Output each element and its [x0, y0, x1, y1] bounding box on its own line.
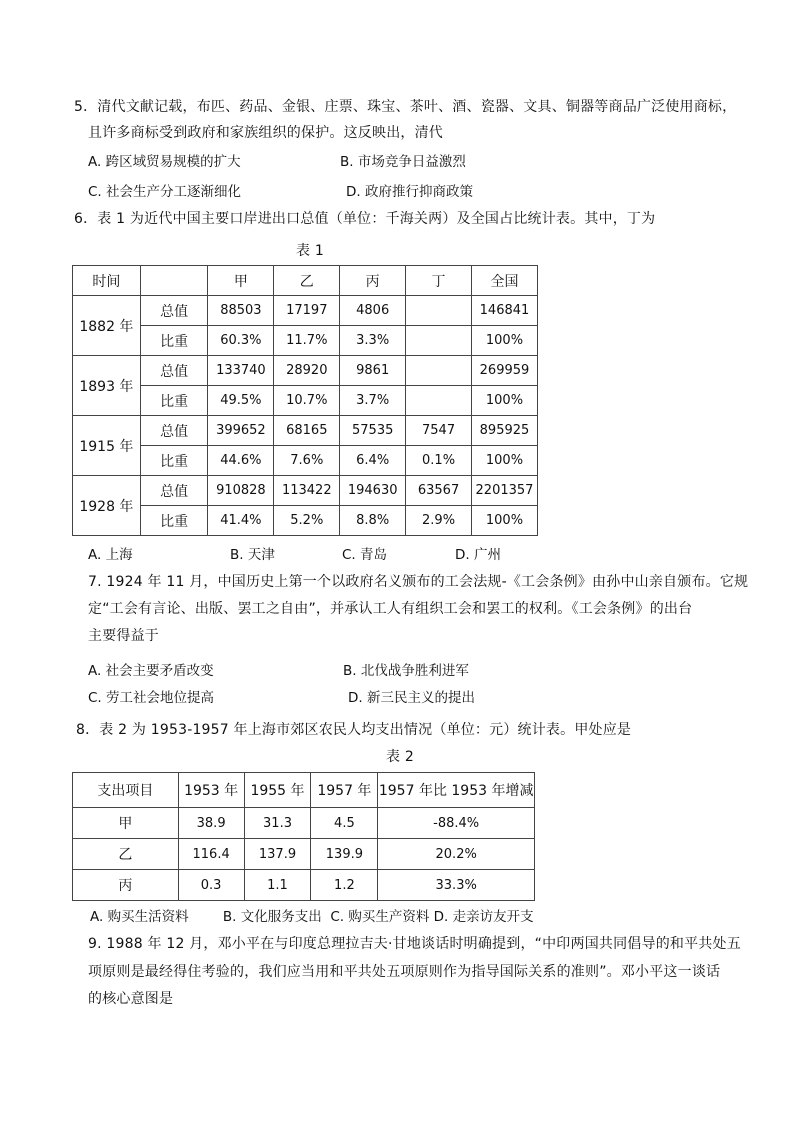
table2-title: 表 2	[386, 749, 414, 765]
table1-ratio-label: 比重	[140, 506, 208, 536]
table1-cell: 3.3%	[340, 326, 406, 356]
q6-option-a: A. 上海	[88, 547, 133, 563]
table1-header-time: 时间	[73, 266, 141, 296]
q6-option-d: D. 广州	[455, 547, 501, 563]
table1-cell: 0.1%	[406, 446, 472, 476]
table-row	[73, 506, 538, 536]
q5-option-a: A. 跨区域贸易规模的扩大	[88, 154, 241, 170]
table1-total-label: 总值	[140, 416, 208, 446]
table-row	[73, 446, 538, 476]
table1-cell	[406, 356, 472, 386]
q5-option-d: D. 政府推行抑商政策	[346, 184, 473, 200]
q7-option-c: C. 劳工社会地位提高	[88, 690, 215, 706]
table1-cell: 60.3%	[208, 326, 274, 356]
table2-cell: 1.1	[244, 870, 311, 901]
table1-cell	[406, 326, 472, 356]
table1-cell: 49.5%	[208, 386, 274, 416]
table1-ratio-label: 比重	[140, 386, 208, 416]
q9-stem-line2: 项原则是最经得住考验的，我们应当用和平共处五项原则作为指导国际关系的准则”。邓小平这一谈话	[88, 964, 721, 980]
table-row	[73, 326, 538, 356]
q5-option-c: C. 社会生产分工逐渐细化	[88, 184, 242, 200]
q7-stem-line3: 主要得益于	[88, 628, 159, 644]
table2-item: 乙	[73, 839, 179, 870]
table1-cell: 194630	[340, 476, 406, 506]
table1-header-row	[73, 266, 538, 296]
table1-cell	[406, 386, 472, 416]
table2-cell: 20.2%	[378, 839, 535, 870]
table-row	[73, 296, 538, 326]
table2-cell: 0.3	[178, 870, 244, 901]
table1-cell: 11.7%	[274, 326, 340, 356]
q8-options: A. 购买生活资料 B. 文化服务支出 C. 购买生产资料 D. 走亲访友开支	[90, 909, 534, 925]
table1-cell	[406, 296, 472, 326]
table1-header-jia: 甲	[208, 266, 274, 296]
table1-cell: 269959	[471, 356, 537, 386]
table2-header-item: 支出项目	[73, 773, 179, 808]
table1-header-blank	[140, 266, 208, 296]
table1-year: 1882 年	[73, 296, 141, 356]
table-row	[73, 356, 538, 386]
table1-header-ding: 丁	[406, 266, 472, 296]
table1-ratio-label: 比重	[140, 326, 208, 356]
table1-cell: 9861	[340, 356, 406, 386]
q5-stem-line2: 且许多商标受到政府和家族组织的保护。这反映出，清代	[88, 125, 443, 141]
table2-cell: 38.9	[178, 808, 244, 839]
table1-total-label: 总值	[140, 296, 208, 326]
q8-stem: 8．表 2 为 1953-1957 年上海市郊区农民人均支出情况（单位：元）统计表。甲处应是	[76, 722, 632, 738]
table1	[72, 265, 538, 536]
table2-cell: 1.2	[311, 870, 378, 901]
table-row	[73, 386, 538, 416]
table1-cell: 7547	[406, 416, 472, 446]
q5-option-b: B. 市场竞争日益激烈	[340, 154, 466, 170]
table1-cell: 28920	[274, 356, 340, 386]
table-row	[73, 476, 538, 506]
table1-cell: 63567	[406, 476, 472, 506]
table-row	[73, 839, 535, 870]
table1-cell: 133740	[208, 356, 274, 386]
table1-year: 1893 年	[73, 356, 141, 416]
table1-cell: 10.7%	[274, 386, 340, 416]
table1-cell: 100%	[471, 326, 537, 356]
table1-cell: 88503	[208, 296, 274, 326]
table2-header-1957: 1957 年	[311, 773, 378, 808]
table2-header-1955: 1955 年	[244, 773, 311, 808]
table1-year: 1915 年	[73, 416, 141, 476]
table1-cell: 6.4%	[340, 446, 406, 476]
table2-header-1953: 1953 年	[178, 773, 244, 808]
q6-option-b: B. 天津	[230, 547, 275, 563]
table1-header-national: 全国	[471, 266, 537, 296]
table1-cell: 5.2%	[274, 506, 340, 536]
q6-stem: 6．表 1 为近代中国主要口岸进出口总值（单位：千海关两）及全国占比统计表。其中，丁为	[74, 211, 656, 227]
table2-cell: 33.3%	[378, 870, 535, 901]
table1-cell: 100%	[471, 506, 537, 536]
table1-cell: 100%	[471, 446, 537, 476]
table1-cell: 2201357	[471, 476, 537, 506]
table1-total-label: 总值	[140, 356, 208, 386]
table2-cell: -88.4%	[378, 808, 535, 839]
q7-stem-line1: 7. 1924 年 11 月，中国历史上第一个以政府名义颁布的工会法规-《工会条例》由孙中山亲自颁布。它规	[88, 574, 749, 590]
table2-item: 甲	[73, 808, 179, 839]
q7-option-b: B. 北伐战争胜利进军	[343, 663, 469, 679]
table1-ratio-label: 比重	[140, 446, 208, 476]
table1-cell: 113422	[274, 476, 340, 506]
table2-cell: 137.9	[244, 839, 311, 870]
q9-stem-line3: 的核心意图是	[88, 991, 174, 1007]
table1-cell: 57535	[340, 416, 406, 446]
table1-total-label: 总值	[140, 476, 208, 506]
q7-option-a: A. 社会主要矛盾改变	[88, 663, 214, 679]
table1-header-yi: 乙	[274, 266, 340, 296]
table1-cell: 895925	[471, 416, 537, 446]
q6-option-c: C. 青岛	[342, 547, 388, 563]
table-row	[73, 416, 538, 446]
table1-cell: 910828	[208, 476, 274, 506]
table2	[72, 772, 535, 901]
table1-cell: 8.8%	[340, 506, 406, 536]
table2-cell: 31.3	[244, 808, 311, 839]
table1-cell: 68165	[274, 416, 340, 446]
table1-cell: 3.7%	[340, 386, 406, 416]
table1-cell: 2.9%	[406, 506, 472, 536]
table1-cell: 100%	[471, 386, 537, 416]
table1-cell: 7.6%	[274, 446, 340, 476]
table2-cell: 116.4	[178, 839, 244, 870]
table1-cell: 41.4%	[208, 506, 274, 536]
q5-stem-line1: 5．清代文献记载，布匹、药品、金银、庄票、珠宝、茶叶、酒、瓷器、文具、铜器等商品广泛使用商标，	[74, 99, 737, 115]
table1-title: 表 1	[296, 243, 324, 259]
q7-option-d: D. 新三民主义的提出	[348, 690, 475, 706]
table2-item: 丙	[73, 870, 179, 901]
q9-stem-line1: 9. 1988 年 12 月，邓小平在与印度总理拉吉夫·甘地谈话时明确提到，“中印两国共同倡导的和平共处五	[88, 936, 741, 952]
table1-cell: 146841	[471, 296, 537, 326]
table-row	[73, 808, 535, 839]
table1-cell: 4806	[340, 296, 406, 326]
table2-cell: 4.5	[311, 808, 378, 839]
table1-cell: 44.6%	[208, 446, 274, 476]
table-row	[73, 870, 535, 901]
table1-year: 1928 年	[73, 476, 141, 536]
table1-cell: 399652	[208, 416, 274, 446]
q7-stem-line2: 定“工会有言论、出版、罢工之自由”，并承认工人有组织工会和罢工的权利。《工会条例》的出台	[88, 601, 693, 617]
table2-cell: 139.9	[311, 839, 378, 870]
table2-header-change: 1957 年比 1953 年增减	[378, 773, 535, 808]
table1-header-bing: 丙	[340, 266, 406, 296]
table1-cell: 17197	[274, 296, 340, 326]
table2-header-row	[73, 773, 535, 808]
